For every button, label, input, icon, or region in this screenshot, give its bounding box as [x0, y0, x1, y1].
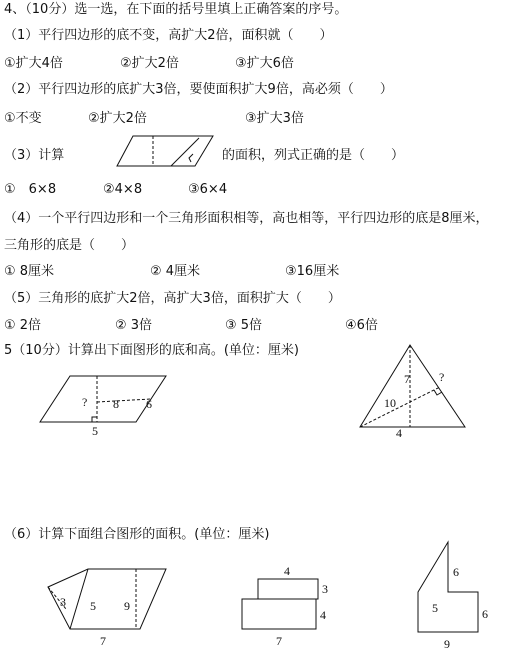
q4-3-parallelogram-figure	[115, 132, 215, 172]
q4-4-option-2[interactable]: ② 4厘米	[150, 264, 201, 279]
q4-3-option-2[interactable]: ②4×8	[103, 182, 143, 197]
q5-para-base-label: 5	[92, 424, 98, 438]
q4-1-option-2[interactable]: ②扩大2倍	[120, 56, 179, 71]
q4-header: 4、（10分）选一选，在下面的括号里填上正确答案的序号。	[4, 2, 348, 17]
q6-fig2-right-top-label: 3	[322, 582, 328, 596]
q6-fig1-a-label: 3	[60, 595, 66, 609]
q4-3-suffix: 的面积，列式正确的是（ ）	[222, 148, 405, 163]
q4-1-stem: （1）平行四边形的底不变，高扩大2倍，面积就（ ）	[4, 28, 333, 43]
q4-2-option-3[interactable]: ③扩大3倍	[245, 111, 304, 126]
q5-tri-unknown-label: ?	[439, 370, 445, 384]
q6-figure-1	[40, 565, 180, 650]
q4-1-option-1[interactable]: ①扩大4倍	[4, 56, 63, 71]
q5-para-unknown-label: ?	[82, 395, 88, 409]
q5-para-slant-label: 8	[113, 397, 119, 411]
q5-tri-height-label: 7	[404, 372, 410, 386]
q5-header: 5（10分）计算出下面图形的底和高。(单位：厘米)	[4, 343, 299, 358]
q4-3-prefix: （3）计算	[4, 148, 65, 163]
q6-fig2-right-bottom-label: 4	[320, 608, 326, 622]
q6-fig2-top-label: 4	[284, 564, 290, 578]
q4-3-option-1[interactable]: ① 6×8	[4, 182, 57, 197]
q6-header: （6）计算下面组合图形的面积。(单位：厘米)	[4, 527, 270, 542]
q6-fig1-base-label: 7	[100, 634, 106, 648]
q6-fig3-upper-label: 6	[453, 565, 459, 579]
q6-fig1-c-label: 9	[124, 599, 130, 613]
q6-fig3-mid-label: 5	[432, 601, 438, 615]
q4-4-stem-line1: （4）一个平行四边形和一个三角形面积相等，高也相等，平行四边形的底是8厘米，	[4, 211, 489, 226]
q4-2-option-1[interactable]: ①不变	[4, 111, 42, 126]
q4-4-stem-line2: 三角形的底是（ ）	[4, 238, 135, 253]
q6-figure-3	[410, 538, 500, 653]
q4-4-option-3[interactable]: ③16厘米	[285, 264, 340, 279]
q4-5-stem: （5）三角形的底扩大2倍，高扩大3倍，面积扩大（ ）	[4, 291, 341, 306]
q4-5-option-1[interactable]: ① 2倍	[4, 318, 42, 333]
q6-fig3-base-label: 9	[444, 637, 450, 651]
q4-1-option-3[interactable]: ③扩大6倍	[235, 56, 294, 71]
q4-2-option-2[interactable]: ②扩大2倍	[88, 111, 147, 126]
q6-figure-2	[240, 565, 335, 650]
q6-fig1-b-label: 5	[90, 599, 96, 613]
q5-para-side-label: 6	[146, 397, 152, 411]
q4-3-option-3[interactable]: ③6×4	[188, 182, 228, 197]
q4-4-option-1[interactable]: ① 8厘米	[4, 264, 55, 279]
q6-fig2-base-label: 7	[276, 634, 282, 648]
q5-tri-side-label: 10	[384, 396, 396, 410]
q4-5-option-4[interactable]: ④6倍	[345, 318, 378, 333]
q5-parallelogram-figure	[40, 370, 190, 440]
q5-tri-base-label: 4	[396, 426, 402, 440]
q4-5-option-2[interactable]: ② 3倍	[115, 318, 153, 333]
q4-5-option-3[interactable]: ③ 5倍	[225, 318, 263, 333]
q4-2-stem: （2）平行四边形的底扩大3倍，要使面积扩大9倍，高必须（ ）	[4, 82, 393, 97]
q5-triangle-figure	[360, 343, 470, 438]
q6-fig3-right-label: 6	[482, 607, 488, 621]
